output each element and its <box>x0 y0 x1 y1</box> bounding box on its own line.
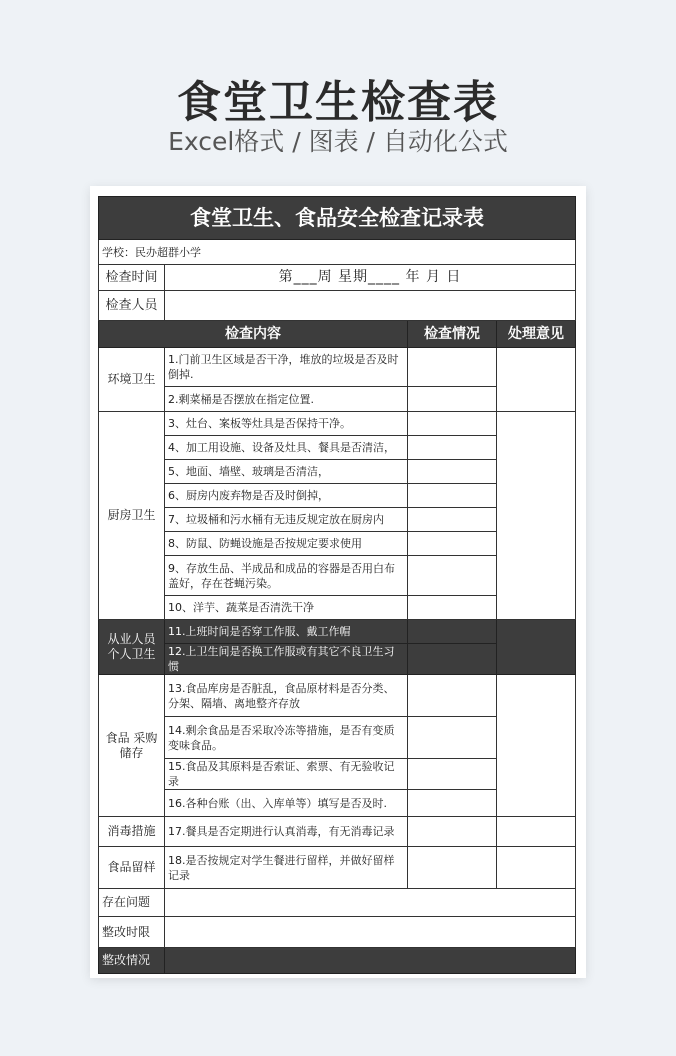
deadline-field[interactable] <box>165 917 576 948</box>
opinion-cell[interactable] <box>497 847 576 889</box>
item-text: 7、垃圾桶和污水桶有无违反规定放在厨房内 <box>165 508 408 532</box>
item-text: 4、加工用设施、设备及灶具、餐具是否清洁， <box>165 436 408 460</box>
hero-title: 食堂卫生检查表 <box>177 77 499 128</box>
item-text: 10、洋芋、蔬菜是否清洗干净 <box>165 596 408 620</box>
school-row <box>99 240 576 265</box>
status-cell[interactable] <box>408 644 497 675</box>
table-row <box>99 675 576 717</box>
check-time-row <box>99 265 576 291</box>
category-staff: 从业人员个人卫生 <box>99 620 165 675</box>
status-cell[interactable] <box>408 556 497 596</box>
check-time-label: 检查时间 <box>99 265 165 291</box>
item-text: 9、存放生品、半成品和成品的容器是否用白布盖好，存在苍蝇污染。 <box>165 556 408 596</box>
item-text: 13.食品库房是否脏乱，食品原材料是否分类、分架、隔墙、离地整齐存放 <box>165 675 408 717</box>
table-row <box>99 847 576 889</box>
form-sheet <box>90 186 586 978</box>
inspector-label: 检查人员 <box>99 291 165 321</box>
problems-row <box>99 889 576 917</box>
status-cell[interactable] <box>408 847 497 889</box>
opinion-cell[interactable] <box>497 348 576 412</box>
deadline-label: 整改时限 <box>99 917 165 948</box>
item-text: 2.剩菜桶是否摆放在指定位置. <box>165 387 408 412</box>
rectification-label: 整改情况 <box>99 948 165 974</box>
inspector-row <box>99 291 576 321</box>
status-cell[interactable] <box>408 412 497 436</box>
table-row <box>99 348 576 387</box>
header-opinion: 处理意见 <box>497 321 576 348</box>
category-environment: 环境卫生 <box>99 348 165 412</box>
form-title-row <box>99 197 576 240</box>
header-row <box>99 321 576 348</box>
rectification-row <box>99 948 576 974</box>
item-text: 3、灶台、案板等灶具是否保持干净。 <box>165 412 408 436</box>
table-row <box>99 412 576 436</box>
status-cell[interactable] <box>408 759 497 790</box>
problems-label: 存在问题 <box>99 889 165 917</box>
item-text: 8、防鼠、防蝇设施是否按规定要求使用 <box>165 532 408 556</box>
item-text: 5、地面、墙壁、玻璃是否清洁， <box>165 460 408 484</box>
opinion-cell[interactable] <box>497 675 576 817</box>
inspector-field[interactable] <box>165 291 576 321</box>
status-cell[interactable] <box>408 596 497 620</box>
status-cell[interactable] <box>408 436 497 460</box>
hero-subtitle: Excel格式 / 图表 / 自动化公式 <box>168 127 508 156</box>
category-sample: 食品留样 <box>99 847 165 889</box>
item-text: 14.剩余食品是否采取冷冻等措施，是否有变质变味食品。 <box>165 717 408 759</box>
item-text: 12.上卫生间是否换工作服或有其它不良卫生习惯 <box>165 644 408 675</box>
item-text: 18.是否按规定对学生餐进行留样，并做好留样记录 <box>165 847 408 889</box>
problems-field[interactable] <box>165 889 576 917</box>
table-row <box>99 817 576 847</box>
check-time-field[interactable]: 第___周 星期____ 年 月 日 <box>165 265 576 291</box>
opinion-cell[interactable] <box>497 817 576 847</box>
category-storage: 食品 采购储存 <box>99 675 165 817</box>
inspection-table <box>98 196 576 974</box>
item-text: 16.各种台账（出、入库单等）填写是否及时. <box>165 790 408 817</box>
status-cell[interactable] <box>408 348 497 387</box>
status-cell[interactable] <box>408 484 497 508</box>
status-cell[interactable] <box>408 387 497 412</box>
item-text: 1.门前卫生区域是否干净，堆放的垃圾是否及时倒掉. <box>165 348 408 387</box>
status-cell[interactable] <box>408 790 497 817</box>
status-cell[interactable] <box>408 508 497 532</box>
status-cell[interactable] <box>408 817 497 847</box>
status-cell[interactable] <box>408 460 497 484</box>
opinion-cell[interactable] <box>497 412 576 620</box>
form-title: 食堂卫生、食品安全检查记录表 <box>99 197 576 240</box>
category-disinfection: 消毒措施 <box>99 817 165 847</box>
deadline-row <box>99 917 576 948</box>
opinion-cell[interactable] <box>497 620 576 675</box>
status-cell[interactable] <box>408 620 497 644</box>
status-cell[interactable] <box>408 532 497 556</box>
table-row <box>99 620 576 644</box>
status-cell[interactable] <box>408 675 497 717</box>
header-content: 检查内容 <box>99 321 408 348</box>
item-text: 15.食品及其原料是否索证、索票、有无验收记录 <box>165 759 408 790</box>
header-status: 检查情况 <box>408 321 497 348</box>
school-name: 学校：民办超群小学 <box>99 240 576 265</box>
item-text: 11.上班时间是否穿工作服、戴工作帽 <box>165 620 408 644</box>
status-cell[interactable] <box>408 717 497 759</box>
item-text: 6、厨房内废弃物是否及时倒掉， <box>165 484 408 508</box>
item-text: 17.餐具是否定期进行认真消毒，有无消毒记录 <box>165 817 408 847</box>
rectification-field[interactable] <box>165 948 576 974</box>
category-kitchen: 厨房卫生 <box>99 412 165 620</box>
